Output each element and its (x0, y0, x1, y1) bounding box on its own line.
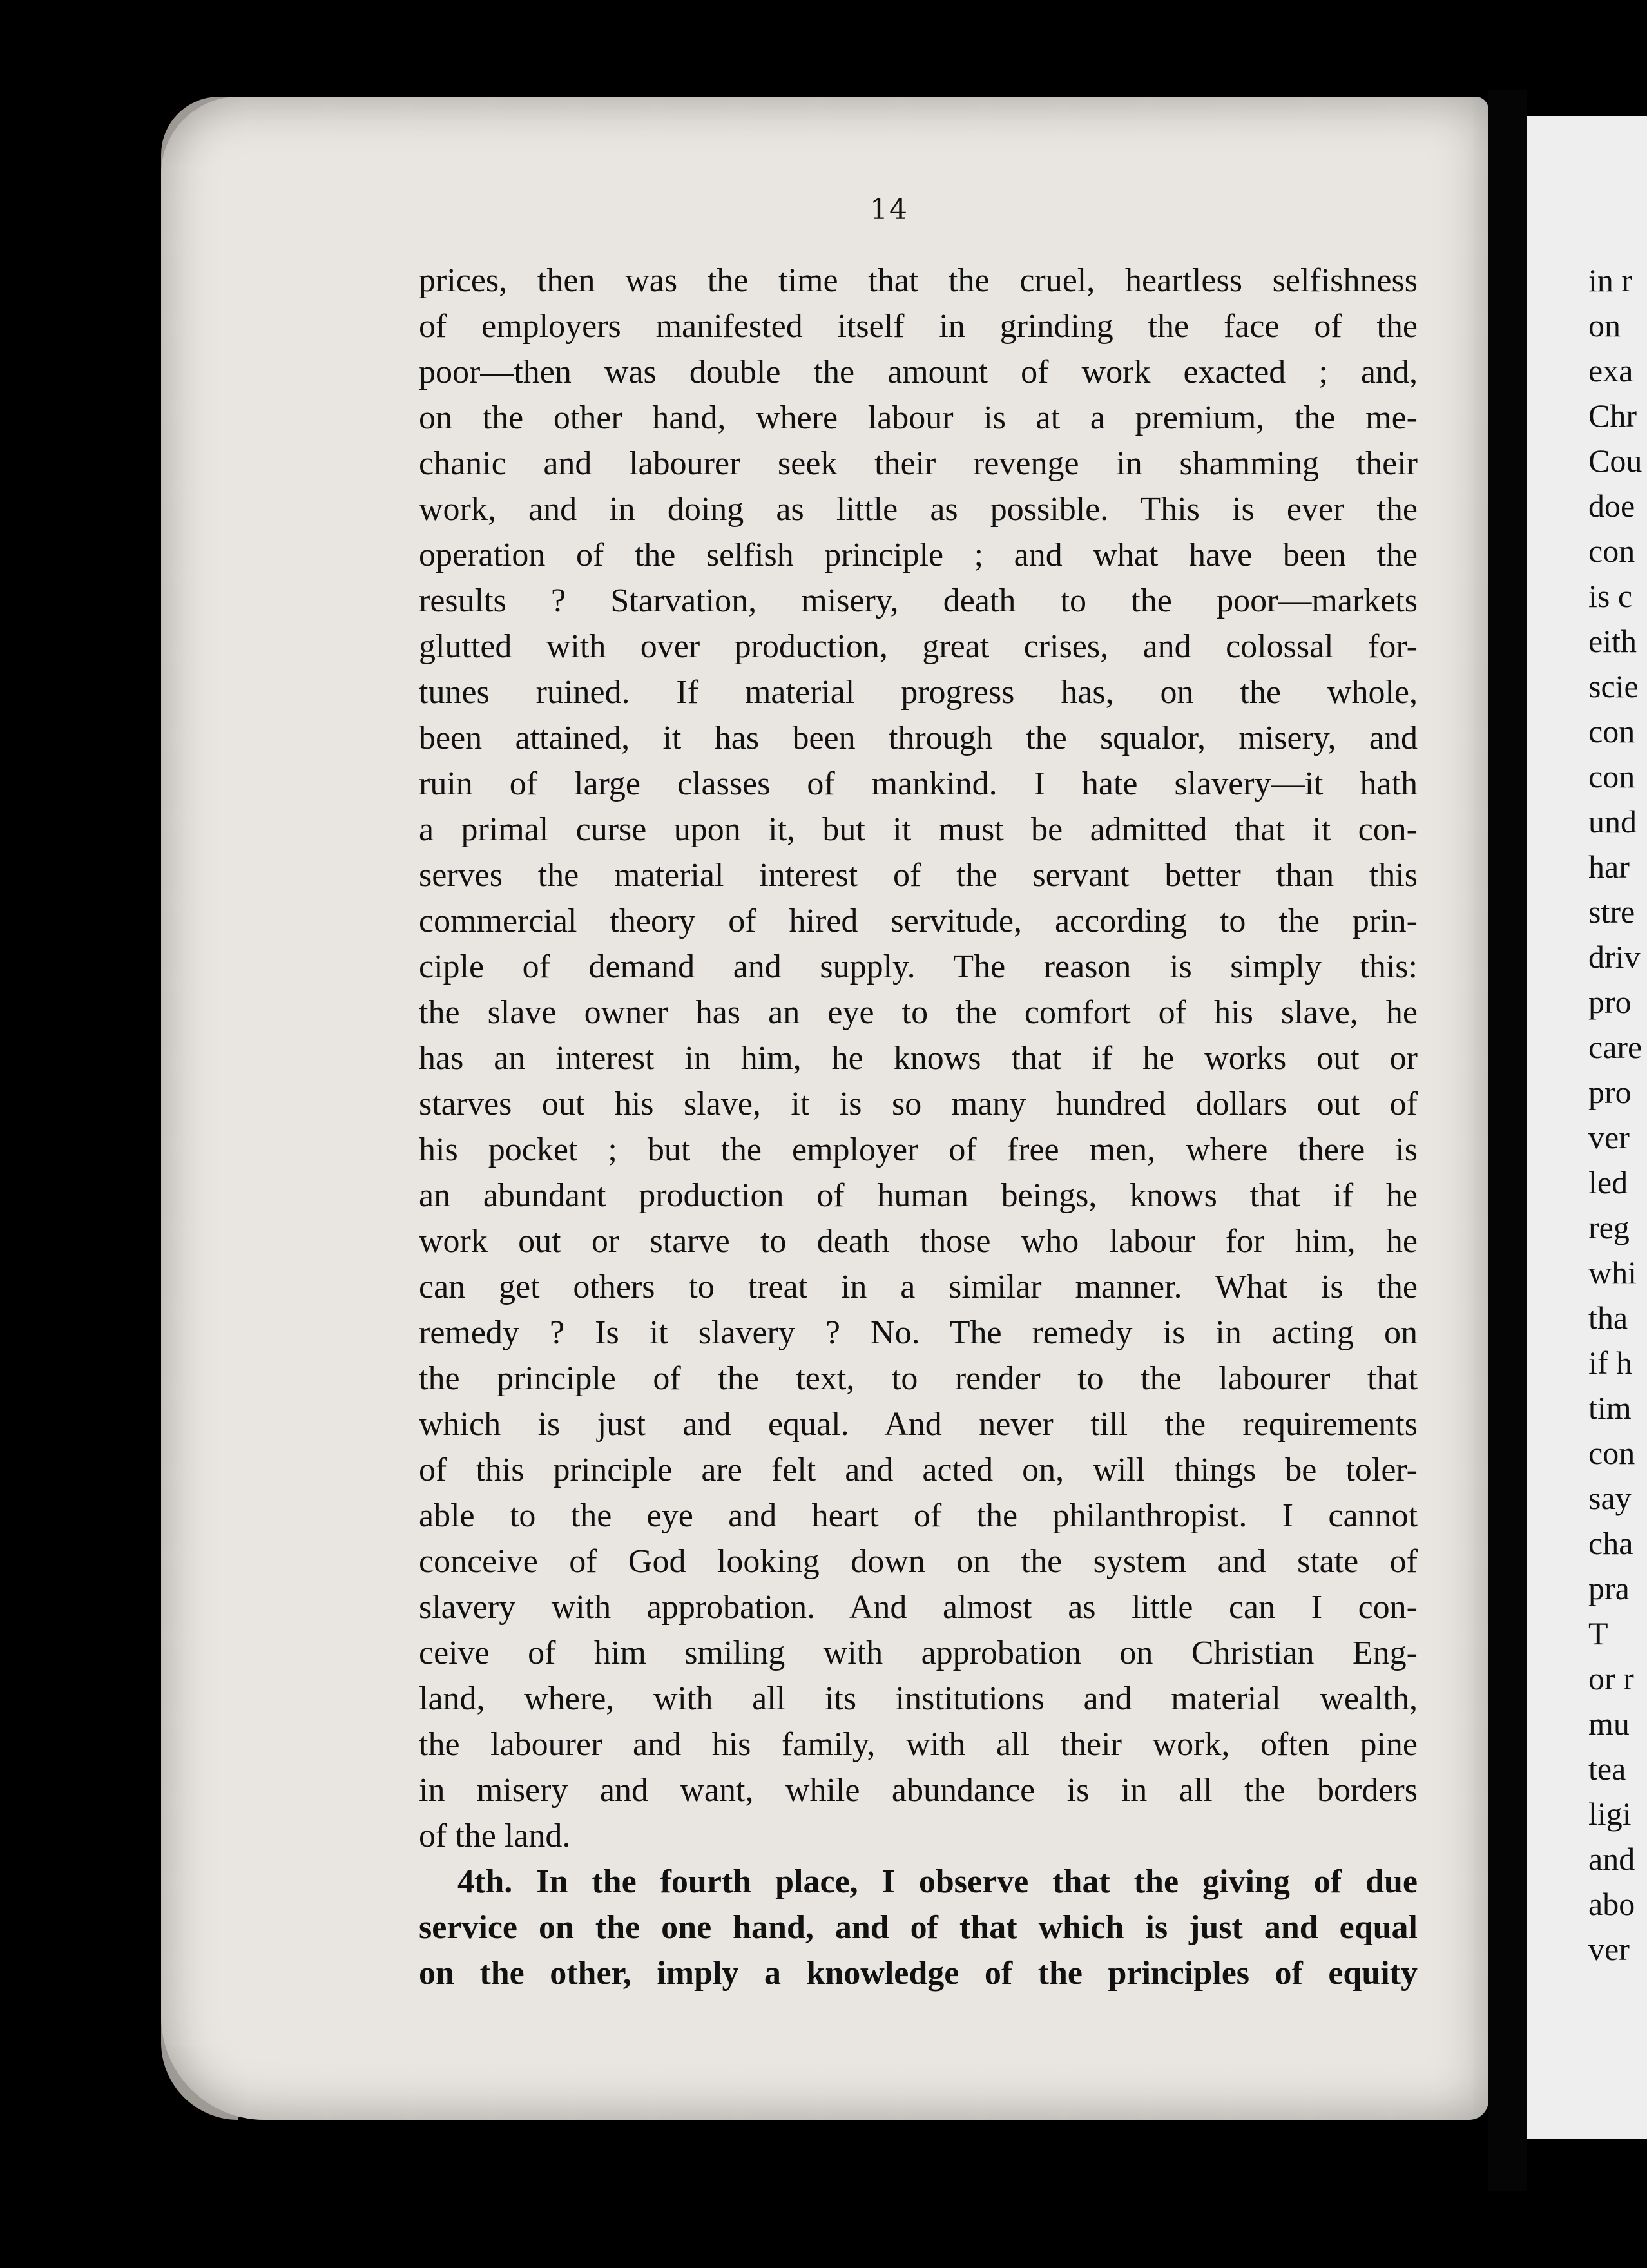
facing-fragment: scie (1588, 668, 1639, 704)
text-line: conceive of God looking down on the system and state of (419, 1543, 1418, 1580)
facing-fragment: care (1588, 1029, 1642, 1065)
facing-fragment: Cou (1588, 443, 1642, 479)
facing-fragment: and (1588, 1841, 1635, 1877)
facing-fragment: ver (1588, 1931, 1630, 1967)
facing-fragment: ver (1588, 1119, 1630, 1155)
facing-fragment: led (1588, 1164, 1628, 1200)
text-line: service on the one hand, and of that which is just and equal (419, 1909, 1418, 1946)
text-line: ruin of large classes of mankind. I hate slavery—it hath (419, 765, 1418, 802)
text-line: commercial theory of hired servitude, according to the prin- (419, 903, 1418, 939)
facing-page-text (1588, 258, 1642, 1972)
text-line: his pocket ; but the employer of free men, where there is (419, 1131, 1418, 1168)
text-line: has an interest in him, he knows that if he works out or (419, 1040, 1418, 1077)
text-line: the principle of the text, to render to the labourer that (419, 1360, 1418, 1397)
text-line: land, where, with all its institutions and material wealth, (419, 1680, 1418, 1717)
text-line: been attained, it has been through the squalor, misery, and (419, 720, 1418, 756)
facing-fragment: con (1588, 758, 1635, 794)
facing-fragment: har (1588, 849, 1630, 885)
text-line: remedy ? Is it slavery ? No. The remedy is in acting on (419, 1314, 1418, 1351)
facing-fragment: con (1588, 713, 1635, 749)
text-line: ciple of demand and supply. The reason is simply this: (419, 948, 1418, 985)
text-line: ceive of him smiling with approbation on Christian Eng- (419, 1635, 1418, 1671)
text-line: on the other hand, where labour is at a premium, the me- (419, 399, 1418, 436)
text-line: able to the eye and heart of the philanthropist. I cannot (419, 1497, 1418, 1534)
facing-fragment: abo (1588, 1886, 1635, 1922)
text-line: slavery with approbation. And almost as little can I con- (419, 1589, 1418, 1626)
facing-fragment: say (1588, 1480, 1632, 1516)
page-number: 14 (870, 193, 909, 226)
facing-fragment: tha (1588, 1300, 1628, 1336)
facing-fragment: con (1588, 1435, 1635, 1471)
facing-fragment: Chr (1588, 398, 1637, 434)
facing-fragment: or r (1588, 1660, 1634, 1696)
text-line: work out or starve to death those who labour for him, he (419, 1223, 1418, 1260)
facing-fragment: tim (1588, 1390, 1632, 1426)
facing-fragment: driv (1588, 939, 1641, 975)
facing-fragment: pro (1588, 1074, 1632, 1110)
facing-fragment: is c (1588, 578, 1633, 614)
text-line: 4th. In the fourth place, I observe that the giving of due (458, 1863, 1418, 1900)
facing-fragment: reg (1588, 1209, 1630, 1245)
text-line: the labourer and his family, with all their work, often pine (419, 1726, 1418, 1763)
text-line: of the land. (419, 1818, 571, 1854)
text-line: tunes ruined. If material progress has, on the whole, (419, 674, 1418, 711)
facing-fragment: pra (1588, 1570, 1630, 1606)
text-line: starves out his slave, it is so many hundred dollars out of (419, 1086, 1418, 1122)
text-line: results ? Starvation, misery, death to the poor—markets (419, 582, 1418, 619)
text-line: an abundant production of human beings, knows that if he (419, 1177, 1418, 1214)
facing-fragment: on (1588, 307, 1621, 343)
text-line: work, and in doing as little as possible. This is ever the (419, 491, 1418, 528)
text-line: poor—then was double the amount of work exacted ; and, (419, 354, 1418, 390)
text-line: a primal curse upon it, but it must be admitted that it con- (419, 811, 1418, 848)
text-line: which is just and equal. And never till the requirements (419, 1406, 1418, 1443)
facing-fragment: T (1588, 1615, 1608, 1651)
text-line: of this principle are felt and acted on, will things be toler- (419, 1452, 1418, 1488)
text-line: on the other, imply a knowledge of the principles of equity (419, 1955, 1418, 1992)
text-line: the slave owner has an eye to the comfort of his slave, he (419, 994, 1418, 1031)
facing-fragment: whi (1588, 1254, 1637, 1291)
facing-fragment: tea (1588, 1751, 1626, 1787)
facing-fragment: pro (1588, 984, 1632, 1020)
text-line: operation of the selfish principle ; and what have been the (419, 537, 1418, 573)
text-line: in misery and want, while abundance is in all the borders (419, 1772, 1418, 1809)
body-text (419, 258, 1418, 1996)
facing-fragment: if h (1588, 1345, 1633, 1381)
facing-fragment: in r (1588, 262, 1633, 298)
text-line: prices, then was the time that the cruel, heartless selfishness (419, 262, 1418, 299)
facing-fragment: mu (1588, 1706, 1630, 1742)
text-line: can get others to treat in a similar manner. What is the (419, 1269, 1418, 1305)
facing-fragment: eith (1588, 623, 1637, 659)
text-line: glutted with over production, great crises, and colossal for- (419, 628, 1418, 665)
facing-fragment: cha (1588, 1525, 1633, 1561)
book-gutter (1488, 90, 1527, 2191)
facing-fragment: exa (1588, 352, 1633, 389)
facing-fragment: con (1588, 533, 1635, 569)
facing-fragment: doe (1588, 488, 1635, 524)
facing-fragment: stre (1588, 894, 1635, 930)
facing-fragment: und (1588, 803, 1637, 840)
text-line: of employers manifested itself in grinding the face of the (419, 308, 1418, 345)
text-line: chanic and labourer seek their revenge in shamming their (419, 445, 1418, 482)
facing-fragment: ligi (1588, 1796, 1632, 1832)
text-line: serves the material interest of the servant better than this (419, 857, 1418, 894)
